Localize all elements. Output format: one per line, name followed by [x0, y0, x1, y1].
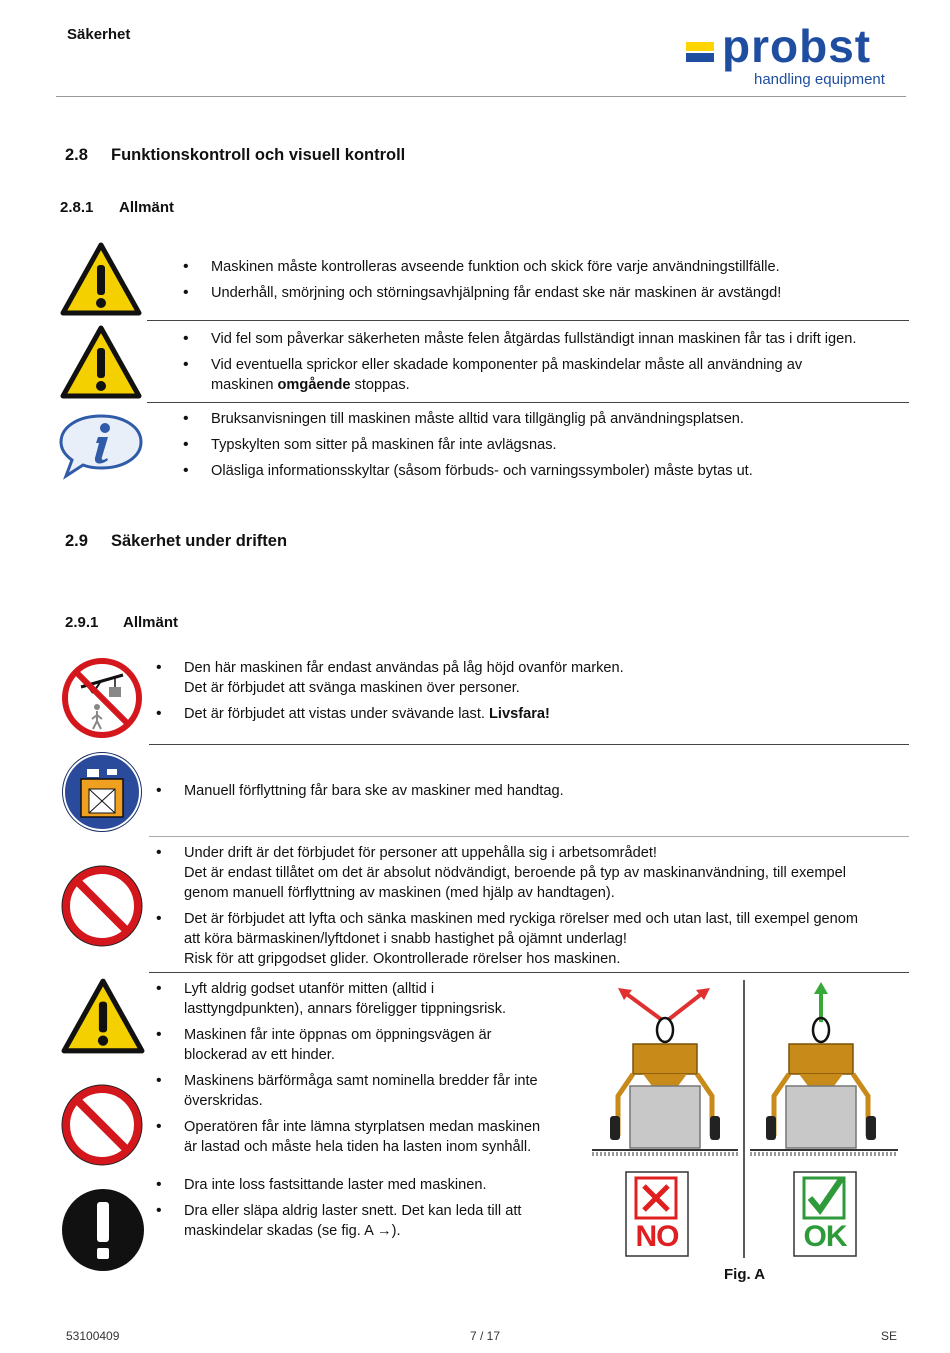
list-item: • Operatören får inte lämna styrplatsen medan maskinen är lastad och måste hela tiden ha lasten inom synhåll. — [154, 1117, 584, 1157]
correct-vertical-lift-diagram — [750, 982, 898, 1154]
list-2-8-block2 — [181, 329, 905, 401]
section-2-9-number: 2.9 — [65, 532, 88, 550]
footer-document-number: 53100409 — [66, 1329, 120, 1343]
list-item: • Det är förbjudet att vistas under svävande last. Livsfara! — [154, 704, 894, 724]
section-2-8-1-title: Allmänt — [119, 199, 175, 216]
warning-triangle-icon — [60, 325, 142, 404]
list-2-9-blockB — [154, 781, 894, 807]
list-2-9-blockD — [154, 979, 584, 1163]
list-2-9-blockE — [154, 1175, 584, 1247]
warning-triangle-icon — [61, 978, 145, 1059]
list-item: • Oläsliga informationsskyltar (såsom förbuds- och varningssymboler) måste bytas ut. — [181, 461, 901, 481]
logo-tagline: handling equipment — [754, 71, 885, 88]
exclamation-circle-icon — [61, 1188, 145, 1277]
section-2-9-1-title: Allmänt — [123, 614, 179, 631]
list-2-8-block1 — [181, 257, 901, 309]
header-divider — [56, 96, 906, 97]
divider — [149, 744, 909, 745]
probst-logo — [684, 20, 896, 92]
header-section-title: Säkerhet — [67, 26, 131, 43]
divider — [149, 836, 909, 837]
emphasis: Livsfara! — [489, 706, 550, 722]
wrong-angled-lift-diagram — [592, 988, 738, 1154]
no-label: NO — [635, 1220, 679, 1253]
list-item: • Lyft aldrig godset utanför mitten (alltid i lasttyngdpunkten), annars föreligger tippningsrisk. — [154, 979, 584, 1019]
warning-triangle-icon — [60, 242, 142, 321]
figure-caption: Fig. A — [724, 1266, 766, 1283]
prohibition-icon — [61, 1084, 143, 1171]
list-2-9-blockA — [154, 658, 894, 730]
list-2-8-block3 — [181, 409, 901, 487]
divider — [147, 320, 909, 321]
list-item: • Vid eventuella sprickor eller skadade komponenter på maskindelar måste all användning av maskinen omgående stoppas. — [181, 355, 905, 395]
section-2-8-1-number: 2.8.1 — [60, 199, 94, 216]
list-item: • Dra eller släpa aldrig laster snett. Det kan leda till att maskindelar skadas (se fig. A →). — [154, 1201, 584, 1241]
list-item: • Bruksanvisningen till maskinen måste alltid vara tillgänglig på användningsplatsen. — [181, 409, 901, 429]
section-2-8-number: 2.8 — [65, 146, 88, 164]
divider — [147, 402, 909, 403]
logo-wordmark: probst — [722, 20, 872, 72]
list-item: • Manuell förflyttning får bara ske av maskiner med handtag. — [154, 781, 894, 801]
divider — [149, 972, 909, 973]
list-item: • Underhåll, smörjning och störningsavhjälpning får endast ske när maskinen är avstängd! — [181, 283, 901, 303]
ok-label: OK — [803, 1220, 847, 1253]
emphasis: omgående — [277, 377, 351, 393]
list-item: • Under drift är det förbjudet för personer att uppehålla sig i arbetsområdet! Det är endast tillåtet om det är absolut nödvändigt, beroende på typ av maskinanvändning, till exempel genom manuell förflyttning av maskinen (med hjälp av handtagen). — [154, 843, 914, 903]
list-item: • Maskinens bärförmåga samt nominella bredder får inte överskridas. — [154, 1071, 584, 1111]
section-2-8-title: Funktionskontroll och visuell kontroll — [111, 146, 406, 164]
list-item: • Maskinen måste kontrolleras avseende funktion och skick före varje användningstillfälle. — [181, 257, 901, 277]
footer-language-code: SE — [881, 1329, 898, 1343]
no-persons-under-load-icon — [61, 657, 143, 744]
list-item: • Dra inte loss fastsittande laster med maskinen. — [154, 1175, 584, 1195]
use-handles-mandatory-icon — [61, 751, 143, 838]
section-2-9-title: Säkerhet under driften — [111, 532, 288, 550]
info-bubble-icon — [58, 412, 144, 485]
list-item: • Det är förbjudet att lyfta och sänka maskinen med ryckiga rörelser med och utan last, till exempel genom att köra bärmaskinen/lyftdonet i snabb hastighet på ojämnt underlag! Risk för att gripgodset glider. Okontrollerade rörelser hos maskinen. — [154, 909, 914, 969]
list-item: • Vid fel som påverkar säkerheten måste felen åtgärdas fullständigt innan maskinen får tas i drift igen. — [181, 329, 905, 349]
figure-a-illustration — [588, 978, 904, 1262]
list-2-9-blockC — [154, 843, 914, 975]
list-item: • Den här maskinen får endast användas på låg höjd ovanför marken. Det är förbjudet att svänga maskinen över personer. — [154, 658, 894, 698]
prohibition-icon — [61, 865, 143, 952]
footer-page-number: 7 / 17 — [470, 1329, 501, 1343]
list-item: • Typskylten som sitter på maskinen får inte avlägsnas. — [181, 435, 901, 455]
section-2-9-1-number: 2.9.1 — [65, 614, 99, 631]
list-item: • Maskinen får inte öppnas om öppningsvägen är blockerad av ett hinder. — [154, 1025, 584, 1065]
